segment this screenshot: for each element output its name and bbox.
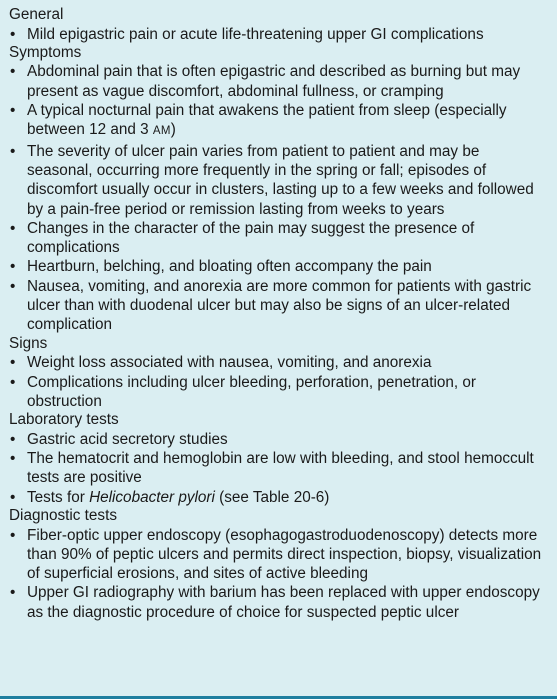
- section-heading-diagnostic-tests: Diagnostic tests: [9, 506, 117, 524]
- list-item: • Complications including ulcer bleeding, perforation, penetration, or obstruction: [10, 373, 476, 410]
- list-item: • Nausea, vomiting, and anorexia are more common for patients with gastric ulcer than with duodenal ulcer but may also be signs of an ulcer-related complication: [10, 277, 532, 334]
- section-heading-general: General: [9, 6, 64, 23]
- list-item: • Weight loss associated with nausea, vomiting, and anorexia: [10, 354, 432, 372]
- list-item: • Changes in the character of the pain may suggest the presence of complications: [10, 219, 475, 257]
- list-item: • The hematocrit and hemoglobin are low with bleeding, and stool hemoccult tests are positive: [10, 450, 534, 487]
- list-item: • Tests for Helicobacter pylori (see Table 20-6): [10, 488, 330, 506]
- list-item: • A typical nocturnal pain that awakens the patient from sleep (especially between 12 and 3 AM): [10, 102, 507, 139]
- bottom-rule: [0, 696, 557, 699]
- list-item: • Fiber-optic upper endoscopy (esophagogastroduodenoscopy) detects more than 90% of peptic ulcers and permits direct inspection, biopsy, visualization of superficial erosions, and sites of active bleeding: [10, 526, 542, 583]
- list-item: • Gastric acid secretory studies: [10, 430, 228, 448]
- section-heading-signs: Signs: [9, 334, 48, 352]
- list-item: • Upper GI radiography with barium has been replaced with upper endoscopy as the diagnostic procedure of choice for suspected peptic ulcer: [10, 584, 540, 621]
- list-item: • Heartburn, belching, and bloating often accompany the pain: [10, 258, 432, 276]
- list-item: • Mild epigastric pain or acute life-threatening upper GI complications: [10, 25, 484, 43]
- section-heading-symptoms: Symptoms: [9, 43, 82, 61]
- section-heading-laboratory-tests: Laboratory tests: [9, 411, 119, 429]
- list-item: • The severity of ulcer pain varies from patient to patient and may be seasonal, occurring more frequently in the spring or fall; episodes of discomfort usually occur in clusters, lasting up to a few weeks and followed by a pain-free period or remission lasting from weeks to years: [10, 142, 534, 218]
- list-item: • Abdominal pain that is often epigastric and described as burning but may present as vague discomfort, abdominal fullness, or cramping: [10, 63, 521, 100]
